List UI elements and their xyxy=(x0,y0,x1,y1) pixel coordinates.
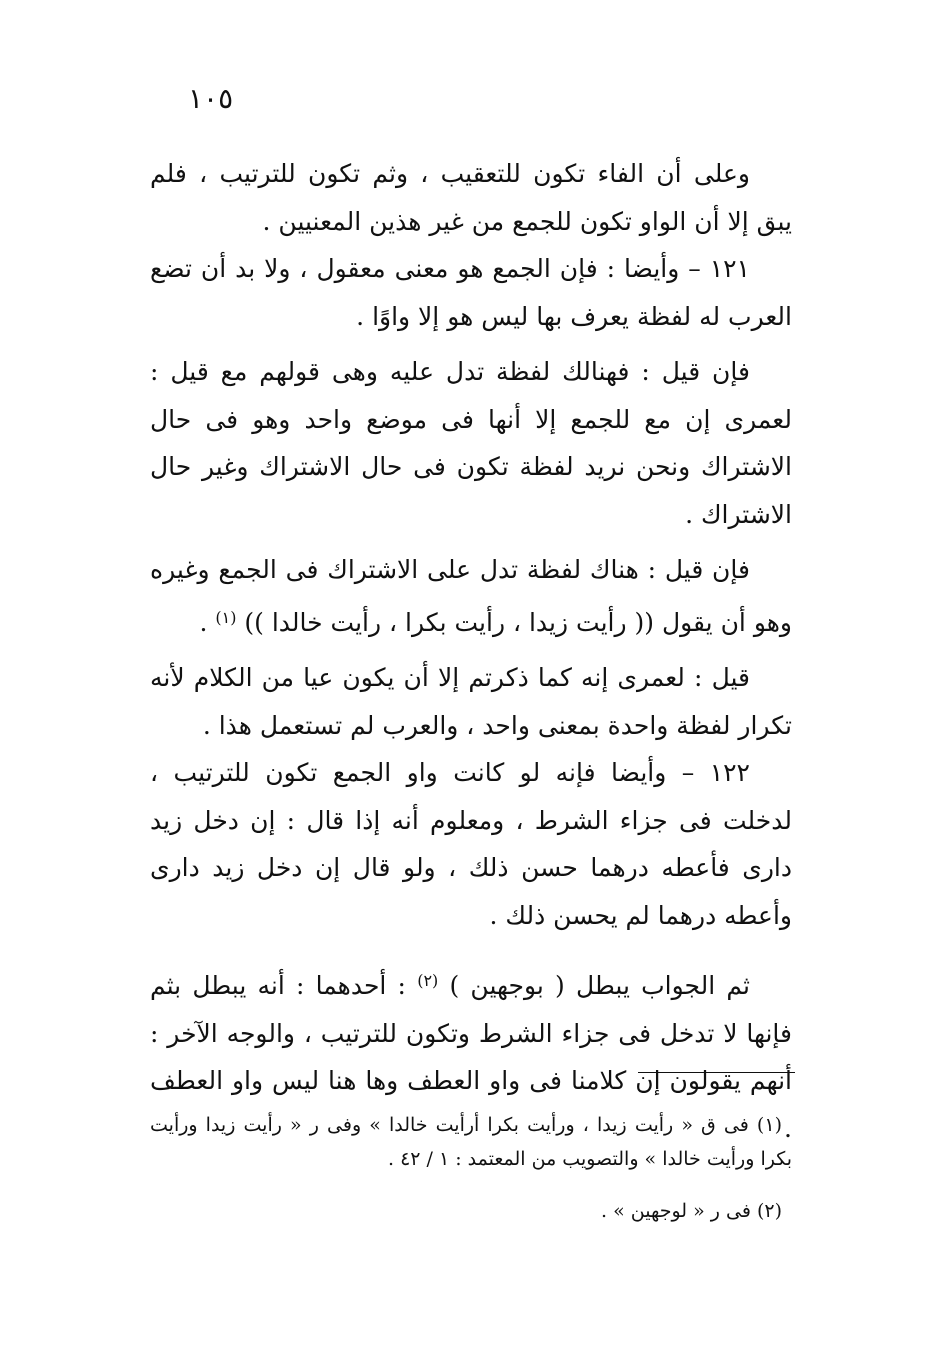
paragraph-3: فإن قيل : فهنالك لفظة تدل عليه وهى قولهم مع قيل : لعمرى إن مع للجمع إلا أنها فى موضع واحد وهو فى حال الاشتراك ونحن نريد لفظة تكون فى حال الاشتراك وغير حال الاشتراك . xyxy=(150,357,792,529)
paragraph-4 xyxy=(150,546,792,646)
footnote-ref-2: (٢) xyxy=(417,971,439,990)
footnote-separator xyxy=(638,1072,795,1073)
paragraph-5: قيل : لعمرى إنه كما ذكرتم إلا أن يكون عيا من الكلام لأنه تكرار لفظة واحدة بمعنى واحد ، والعرب لم تستعمل هذا . xyxy=(150,663,792,740)
main-text xyxy=(150,150,792,1152)
paragraph-2-section-121: ١٢١ – وأيضا : فإن الجمع هو معنى معقول ، ولا بد أن تضع العرب له لفظة يعرف بها ليس هو إلا واوًا . xyxy=(150,254,792,331)
page-number: ١٠٥ xyxy=(188,82,234,115)
paragraph-6-section-122: ١٢٢ – وأيضا فإنه لو كانت واو الجمع تكون للترتيب ، لدخلت فى جزاء الشرط ، ومعلوم أنه إذا قال : إن دخل زيد دارى فأعطه درهما حسن ذلك ، ولو قال إن دخل زيد دارى وأعطه درهما لم يحسن ذلك . xyxy=(150,758,792,930)
paragraph-7-rest: : أحدهما : أنه يبطل بثم فإنها لا تدخل فى جزاء الشرط وتكون للترتيب ، والوجه الآخر : أنهم يقولون إن كلامنا فى واو العطف وها هنا ليس واو العطف . xyxy=(150,971,792,1143)
paragraph-4-end: . xyxy=(199,607,208,637)
footnote-1: (١) فى ق « رأيت زيدا ، ورأيت بكرا أرأيت خالدا » وفى ر « رأيت زيدا ورأيت بكرا ورأيت خالدا » والتصويب من المعتمد : ١ / ٤٢ . xyxy=(150,1114,792,1170)
paragraph-4-text: فإن قيل : هناك لفظة تدل على الاشتراك فى الجمع وغيره وهو أن يقول (( رأيت زيدا ، رأيت بكرا ، رأيت خالدا )) xyxy=(150,555,792,637)
footnote-ref-1: (١) xyxy=(215,607,237,627)
paragraph-7-start: ثم الجواب يبطل ( بوجهين ) xyxy=(449,971,751,1000)
footnote-2: (٢) فى ر « لوجهين » . xyxy=(601,1200,782,1222)
footnotes xyxy=(150,1108,792,1228)
paragraph-1: وعلى أن الفاء تكون للتعقيب ، وثم تكون للترتيب ، فلم يبق إلا أن الواو تكون للجمع من غير هذين المعنيين . xyxy=(150,159,792,236)
